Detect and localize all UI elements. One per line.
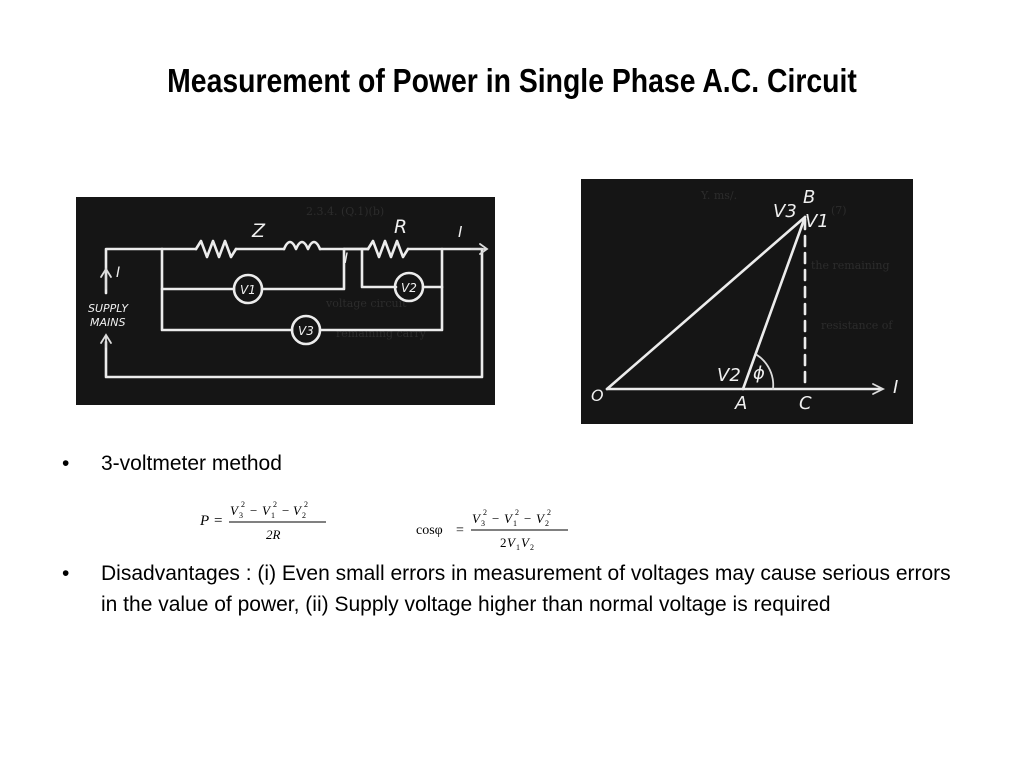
formula-power-lhs: P <box>200 513 210 529</box>
bullet-text: 3-voltmeter method <box>101 452 282 475</box>
label-v3: V3 <box>298 324 314 338</box>
label-c: C <box>799 393 812 414</box>
slide-title: Measurement of Power in Single Phase A.C. Circuit <box>167 62 857 99</box>
bullet-text: Disadvantages : (i) Even small errors in measurement of voltages may cause serious errors in the value of power, (ii) Supply voltage higher than normal voltage is required <box>101 562 951 616</box>
svg-text:1: 1 <box>513 519 517 528</box>
label-i-mid: I <box>344 251 349 267</box>
formula-cos-phi-lhs: cosφ <box>416 523 443 538</box>
label-i: I <box>893 377 899 398</box>
formula-cos-phi-eq: = <box>456 523 464 538</box>
formula-power <box>200 495 330 545</box>
svg-text:2: 2 <box>545 519 549 528</box>
formula-cos-phi <box>416 503 576 555</box>
arrow-supply-up <box>101 269 111 289</box>
svg-text:2.3.4. (Q.1)(b): 2.3.4. (Q.1)(b) <box>306 205 385 218</box>
resistor-r <box>368 241 408 257</box>
svg-text:2: 2 <box>302 511 306 520</box>
label-b: B <box>803 187 816 208</box>
arrow-current-out <box>471 244 487 254</box>
svg-text:−: − <box>250 503 258 518</box>
label-phi: ϕ <box>753 363 765 384</box>
svg-text:2: 2 <box>304 500 308 509</box>
formula-power-numerator <box>230 500 308 520</box>
svg-text:2: 2 <box>500 535 507 550</box>
svg-text:2: 2 <box>547 508 551 517</box>
bullet-marker: • <box>62 562 70 585</box>
svg-text:V: V <box>230 503 238 518</box>
bullet-marker: • <box>62 452 70 475</box>
inductor-z <box>284 242 320 249</box>
svg-text:2: 2 <box>530 543 534 552</box>
svg-text:−: − <box>492 511 500 526</box>
svg-text:resistance of: resistance of <box>821 319 893 332</box>
svg-text:3: 3 <box>481 519 485 528</box>
wire-v1-right <box>262 249 344 289</box>
svg-text:1: 1 <box>516 543 520 552</box>
wire-v2-right <box>423 249 442 287</box>
svg-text:−: − <box>524 511 532 526</box>
label-v3: V3 <box>773 201 797 222</box>
svg-text:voltage circuit: voltage circuit <box>326 297 407 310</box>
svg-text:V: V <box>521 535 529 550</box>
svg-text:V: V <box>536 511 544 526</box>
label-z: Z <box>252 220 266 242</box>
circuit-diagram-svg <box>76 197 495 405</box>
phasor-diagram-image <box>581 179 913 424</box>
svg-text:V: V <box>262 503 270 518</box>
svg-text:V: V <box>507 535 515 550</box>
label-v1: V1 <box>240 283 256 297</box>
phasor-diagram-svg <box>581 179 913 424</box>
label-supply: SUPPLY <box>88 302 129 315</box>
formula-cos-phi-numerator <box>472 508 551 528</box>
label-a: A <box>735 393 748 414</box>
label-r: R <box>394 216 408 238</box>
svg-text:2: 2 <box>273 500 277 509</box>
label-v2: V2 <box>401 281 417 295</box>
circuit-diagram-image <box>76 197 495 405</box>
arrow-supply-lower <box>101 335 111 347</box>
svg-text:−: − <box>282 503 290 518</box>
svg-text:(7): (7) <box>831 204 847 217</box>
label-o: O <box>591 386 604 405</box>
svg-text:Y. ms/.: Y. ms/. <box>701 189 738 202</box>
formula-cos-phi-svg <box>416 503 576 555</box>
resistor-z <box>196 241 236 257</box>
formula-power-denominator: 2R <box>266 527 281 542</box>
svg-text:V: V <box>472 511 480 526</box>
formula-cos-phi-denominator <box>500 535 534 552</box>
label-i-top: I <box>458 223 463 241</box>
wire-v1-left <box>162 249 234 289</box>
svg-text:1: 1 <box>271 511 275 520</box>
label-v1: V1 <box>805 211 829 232</box>
wire-supply-top <box>106 249 162 293</box>
formula-power-eq: = <box>214 513 223 529</box>
svg-text:V: V <box>293 503 301 518</box>
formula-power-svg <box>200 495 330 545</box>
label-i-left: I <box>116 265 121 281</box>
svg-text:remaining carry: remaining carry <box>336 327 426 340</box>
label-v2: V2 <box>717 365 741 386</box>
svg-text:the remaining: the remaining <box>811 259 890 272</box>
svg-text:3: 3 <box>239 511 243 520</box>
svg-text:2: 2 <box>241 500 245 509</box>
svg-text:2: 2 <box>483 508 487 517</box>
svg-text:2: 2 <box>515 508 519 517</box>
label-mains: MAINS <box>90 316 126 329</box>
wire-v3-left <box>162 289 292 330</box>
svg-text:V: V <box>504 511 512 526</box>
